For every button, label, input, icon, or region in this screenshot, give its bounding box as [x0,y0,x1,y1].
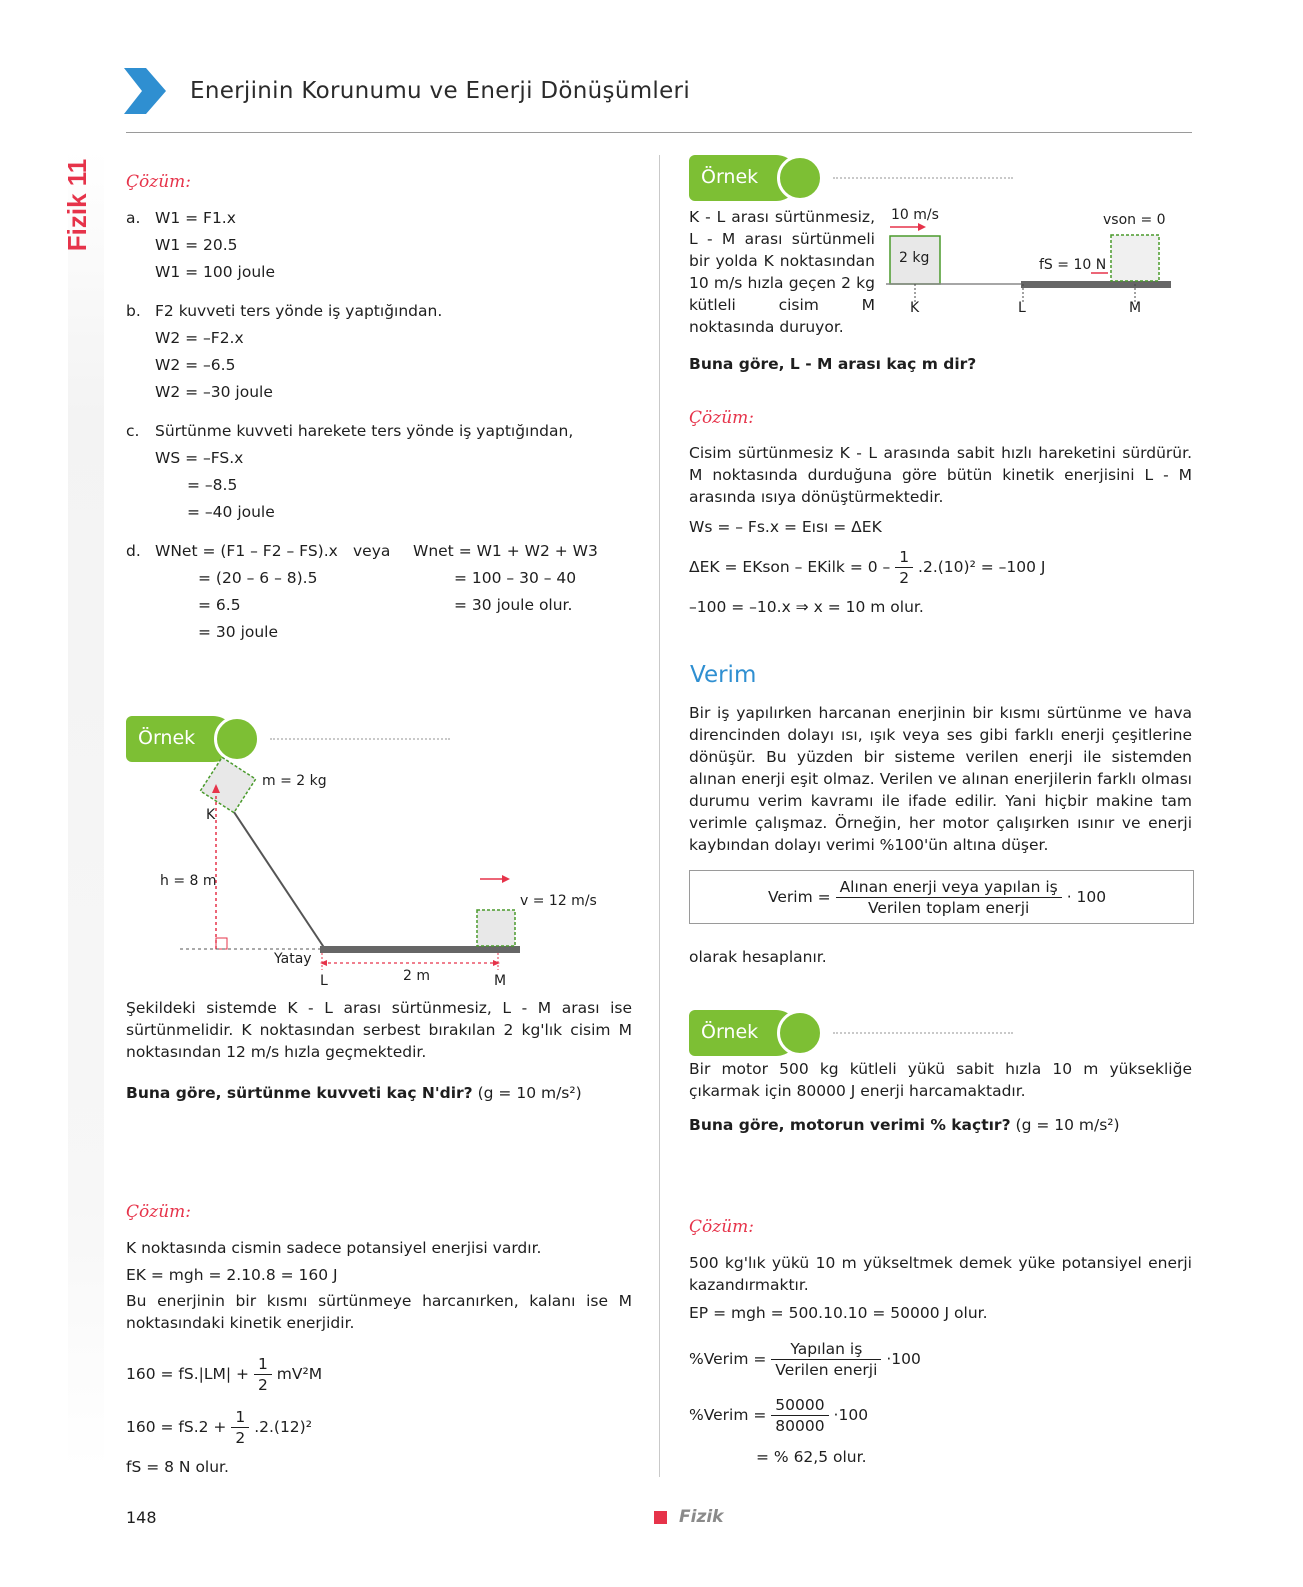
page-number: 148 [126,1508,157,1527]
ornek-label: Örnek [138,727,196,749]
text-line: K noktasında cismin sadece potansiyel enerjisi vardır. [126,1239,542,1257]
text-line: F2 kuvveti ters yönde iş yaptığından. [155,302,443,320]
equation-line: WS = –FS.x [155,449,244,467]
question-tail: (g = 10 m/s²) [1015,1116,1120,1134]
question-text: Buna göre, motorun verimi % kaçtır? [689,1116,1011,1134]
item-marker-c: c. [126,422,140,440]
label-mass: m = 2 kg [262,773,327,789]
block-m [1111,235,1159,281]
speech-bubble-icon [777,1010,823,1056]
subject-name: Fizik [679,1507,724,1527]
label-yatay: Yatay [274,951,312,967]
label-distance: 2 m [403,968,430,984]
equation-line: fS = 8 N olur. [126,1458,229,1476]
equation-line: = 100 – 30 – 40 [454,569,577,587]
chevron-arrow-icon [124,68,166,114]
equation-line: Ws = – Fs.x = Eısı = ΔEK [689,518,882,536]
item-marker-a: a. [126,209,141,227]
speech-bubble-icon [214,716,260,762]
problem-text: Bir motor 500 kg kütleli yükü sabit hızla 10 m yüksekliğe çıkarmak için 80000 J enerji harcamaktadır. [689,1060,1192,1100]
problem-text: K - L arası sürtünmesiz, L - M arası sürtünmeli bir yolda K noktasından 10 m/s hızla geçen 2 kg kütleli cisim M noktasında duruyor. [689,208,875,336]
verim-formula: Verim = $\frac{\text{Alınan enerji veya yapılan iş}}{\text{Verilen toplam enerji}}$ · 100 [768,878,1107,917]
text-line: Sürtünme kuvveti harekete ters yönde iş yaptığından, [155,422,574,440]
subject-marker-icon [654,1511,667,1524]
equation-line: 160 = fS.2 + $\frac{1}{2}$ .2.(12)² [126,1408,312,1447]
ornek-badge [689,1010,823,1056]
cozum-heading: Çözüm: [126,172,191,192]
text-paragraph: Bu enerjinin bir kısmı sürtünmeye harcanırken, kalanı ise M noktasındaki kinetik enerjidir. [126,1292,632,1332]
label-k: K [910,300,920,316]
equation-line: W1 = 100 joule [155,263,275,281]
side-strip [68,150,104,1470]
equation-line: EP = mgh = 500.10.10 = 50000 J olur. [689,1304,988,1322]
equation-line: = 30 joule [198,623,279,641]
label-l: L [320,973,328,989]
text-line: olarak hesaplanır. [689,948,827,966]
equation-line: W1 = 20.5 [155,236,238,254]
item-marker-b: b. [126,302,141,320]
ornek-label: Örnek [701,1021,759,1043]
equation-line: EK = mgh = 2.10.8 = 160 J [126,1266,338,1284]
label-friction: fS = 10 N [1039,257,1107,273]
equation-line: W2 = –6.5 [155,356,236,374]
ornek-badge [689,155,823,201]
label-mass: 2 kg [899,250,930,266]
problem-text: Şekildeki sistemde K - L arası sürtünmesiz, L - M arası ise sürtünmelidir. K noktasından serbest bırakılan 2 kg'lık cisim M noktasından 12 m/s hızla geçmektedir. [126,999,632,1061]
speech-bubble-icon [777,155,823,201]
section-title: Verim [690,662,757,688]
equation-line: Wnet = W1 + W2 + W3 [413,542,598,560]
question-tail: (g = 10 m/s²) [477,1084,582,1102]
equation-line: 160 = fS.|LM| + $\frac{1}{2}$ mV²M [126,1355,323,1394]
equation-line: = –8.5 [187,476,238,494]
label-m: M [1129,300,1142,316]
equation-line: W2 = –F2.x [155,329,244,347]
question-line [689,1115,1120,1135]
question-line [126,1083,582,1103]
equation-line: %Verim = $\frac{50000}{80000}$ ·100 [689,1396,869,1435]
block-m [477,910,515,946]
verim-paragraph: Bir iş yapılırken harcanan enerjinin bir kısmı sürtünme ve hava direncinden dolayı ısı, ışık veya ses gibi farklı enerji çeşitlerine dönüşür. Bu yüzden bir sisteme verilen enerji ile sistemden alınan enerji eşit olmaz. Verilen ve alınan enerjilerin farklı olması durumu verim kavramı ile ifade edilir. Yani hiçbir makine tam verimle çalışmaz. Örneğin, her motor çalışırken ısınır ve enerji kaybından dolayı verimi %100'ün altına düşer. [689,704,1192,854]
question-text: Buna göre, sürtünme kuvveti kaç N'dir? [126,1084,473,1102]
equation-line: W2 = –30 joule [155,383,273,401]
column-divider [659,155,660,1477]
equation-line: –100 = –10.x ⇒ x = 10 m olur. [689,598,924,616]
cozum-heading: Çözüm: [126,1202,191,1222]
side-label [62,150,106,260]
cozum-heading: Çözüm: [689,1217,754,1237]
label-height: h = 8 m [160,873,217,889]
text-paragraph: 500 kg'lık yükü 10 m yükseltmek demek yüke potansiyel enerji kazandırmaktır. [689,1254,1192,1294]
equation-line: ΔEK = EKson – EKilk = 0 – $\frac{1}{2}$ .2.(10)² = –100 J [689,548,1046,587]
question-text: Buna göre, L - M arası kaç m dir? [689,355,977,373]
equation-line: = (20 – 6 – 8).5 [198,569,318,587]
label-l: L [1018,300,1026,316]
equation-line: WNet = (F1 – F2 – FS).x [155,542,338,560]
side-label-text: Fizik 11 [62,158,92,252]
equation-line: = 30 joule olur. [454,596,573,614]
cozum-heading: Çözüm: [689,408,754,428]
equation-line: %Verim = $\frac{\text{Yapılan iş}}{\text{Verilen enerji}}$ ·100 [689,1340,921,1379]
label-vson: vson = 0 [1103,212,1166,228]
label-k: K [206,807,216,823]
text-paragraph: Cisim sürtünmesiz K - L arasında sabit hızlı hareketini sürdürür. M noktasında durduğuna göre bütün kinetik enerjisini L - M arasında ısıya dönüştürmektedir. [689,444,1192,506]
text-line: veya [353,542,391,560]
equation-line: = –40 joule [187,503,275,521]
ornek-badge [126,716,260,762]
incline-figure [150,760,550,980]
rough-floor [1021,281,1171,288]
page-title: Enerjinin Korunumu ve Enerji Dönüşümleri [190,78,691,104]
rough-floor [320,946,520,953]
equation-line: = 6.5 [198,596,241,614]
label-m: M [494,973,507,989]
formula-box [689,870,1194,924]
item-marker-d: d. [126,542,141,560]
equation-line: = % 62,5 olur. [756,1448,867,1466]
label-speed: 10 m/s [891,207,939,223]
label-velocity: v = 12 m/s [520,893,597,909]
equation-line: W1 = F1.x [155,209,236,227]
ornek-label: Örnek [701,166,759,188]
header-divider [126,132,1192,133]
